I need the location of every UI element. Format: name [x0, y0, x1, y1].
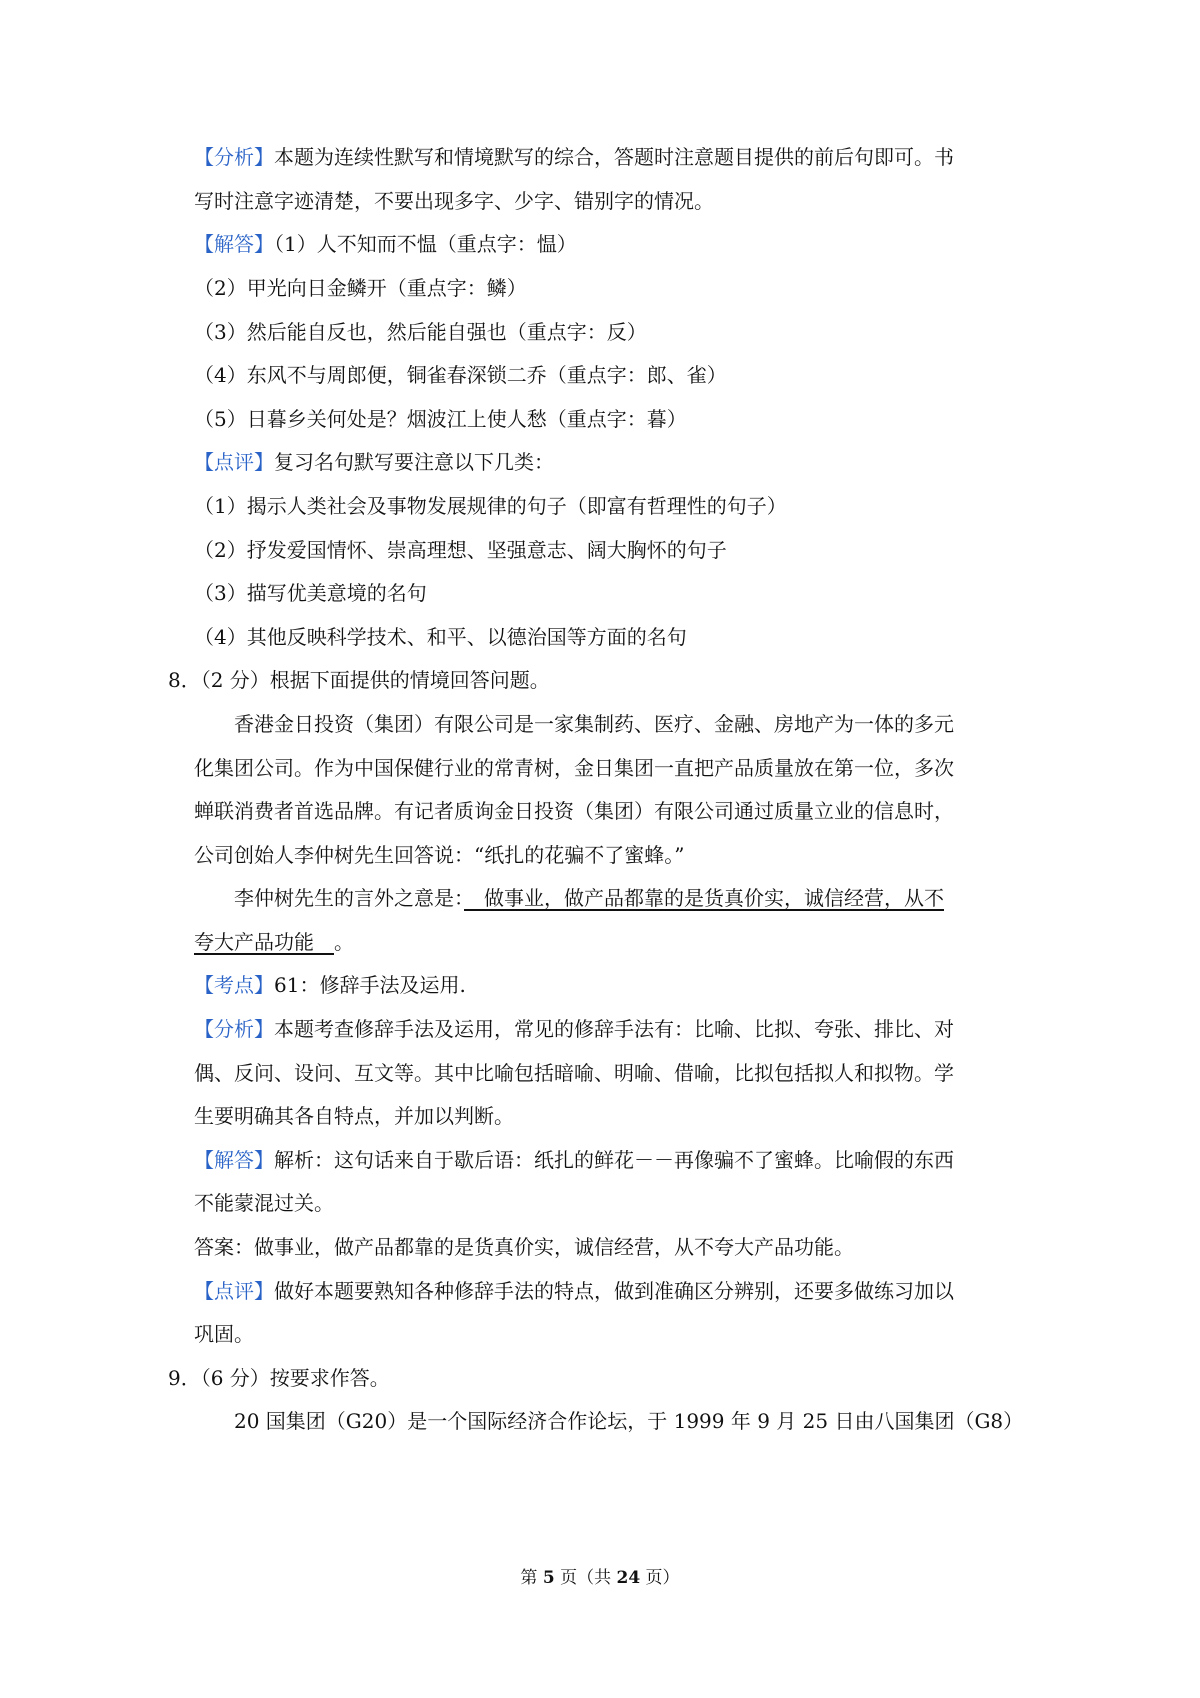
answer-tag: 【解答】: [194, 1148, 274, 1172]
q7-answer-item-5: （5）日暮乡关何处是？烟波江上使人愁（重点字：暮）: [194, 407, 687, 431]
q8-answer-blank: 做事业，做产品都靠的是货真价实，诚信经营，从不: [464, 886, 944, 910]
q7-answer-item-4: （4）东风不与周郎便，铜雀春深锁二乔（重点字：郎、雀）: [194, 363, 727, 387]
q8-passage-line2: 化集团公司。作为中国保健行业的常青树，金日集团一直把产品质量放在第一位，多次: [194, 756, 954, 780]
q8-answer-blank-cont: 夸大产品功能: [194, 930, 334, 954]
q7-analysis-line1: 【分析】本题为连续性默写和情境默写的综合，答题时注意题目提供的前后句即可。书: [194, 145, 954, 169]
q8-answer-line3: 答案：做事业，做产品都靠的是货真价实，诚信经营，从不夸大产品功能。: [194, 1235, 854, 1259]
comment-tag: 【点评】: [194, 450, 274, 474]
q8-comment-line1: 【点评】做好本题要熟知各种修辞手法的特点，做到准确区分辨别，还要多做练习加以: [194, 1279, 954, 1303]
q7-comment-line: 【点评】复习名句默写要注意以下几类：: [194, 450, 554, 474]
page-footer: 第 5 页（共 24 页）: [520, 1568, 680, 1588]
q7-answer-item-2: （2）甲光向日金鳞开（重点字：鳞）: [194, 276, 527, 300]
q7-comment-item-3: （3）描写优美意境的名句: [194, 581, 427, 605]
q9-passage-line1: 20 国集团（G20）是一个国际经济合作论坛，于 1999 年 9 月 25 日由八国集团（G8）: [234, 1409, 1024, 1433]
q7-comment-item-1: （1）揭示人类社会及事物发展规律的句子（即富有哲理性的句子）: [194, 494, 787, 518]
q8-header: 8．（2 分）根据下面提供的情境回答问题。: [168, 668, 550, 692]
page-number: 5: [542, 1568, 555, 1588]
q7-answer-item-3: （3）然后能自反也，然后能自强也（重点字：反）: [194, 320, 647, 344]
q7-comment-item-2: （2）抒发爱国情怀、崇高理想、坚强意志、阔大胸怀的句子: [194, 538, 727, 562]
q7-comment-item-4: （4）其他反映科学技术、和平、以德治国等方面的名句: [194, 625, 687, 649]
analysis-tag: 【分析】: [194, 1017, 274, 1041]
kaodian-tag: 【考点】: [194, 973, 274, 997]
q8-kaodian-line: 【考点】61：修辞手法及运用.: [194, 973, 466, 997]
q8-question-line1: 李仲树先生的言外之意是： 做事业，做产品都靠的是货真价实，诚信经营，从不: [234, 886, 944, 910]
answer-tag: 【解答】: [194, 232, 274, 256]
q8-passage-line3: 蝉联消费者首选品牌。有记者质询金日投资（集团）有限公司通过质量立业的信息时，: [194, 799, 954, 823]
q8-answer-line1: 【解答】解析：这句话来自于歇后语：纸扎的鲜花－－再像骗不了蜜蜂。比喻假的东西: [194, 1148, 954, 1172]
q8-question-line2: 夸大产品功能 。: [194, 930, 354, 954]
q7-answer-line1: 【解答】（1）人不知而不愠（重点字：愠）: [194, 232, 577, 256]
q8-passage-line1: 香港金日投资（集团）有限公司是一家集制药、医疗、金融、房地产为一体的多元: [234, 712, 954, 736]
q8-analysis-line1: 【分析】本题考查修辞手法及运用，常见的修辞手法有：比喻、比拟、夸张、排比、对: [194, 1017, 954, 1041]
q8-comment-line2: 巩固。: [194, 1322, 254, 1346]
q8-passage-line4: 公司创始人李仲树先生回答说：“纸扎的花骗不了蜜蜂。”: [194, 843, 685, 867]
q8-answer-line2: 不能蒙混过关。: [194, 1191, 334, 1215]
q7-analysis-line2: 写时注意字迹清楚，不要出现多字、少字、错别字的情况。: [194, 189, 714, 213]
comment-tag: 【点评】: [194, 1279, 274, 1303]
q8-analysis-line3: 生要明确其各自特点，并加以判断。: [194, 1104, 514, 1128]
q8-analysis-line2: 偶、反问、设问、互文等。其中比喻包括暗喻、明喻、借喻，比拟包括拟人和拟物。学: [194, 1061, 954, 1085]
q9-header: 9．（6 分）按要求作答。: [168, 1366, 390, 1390]
page-total: 24: [616, 1568, 641, 1588]
analysis-tag: 【分析】: [194, 145, 274, 169]
